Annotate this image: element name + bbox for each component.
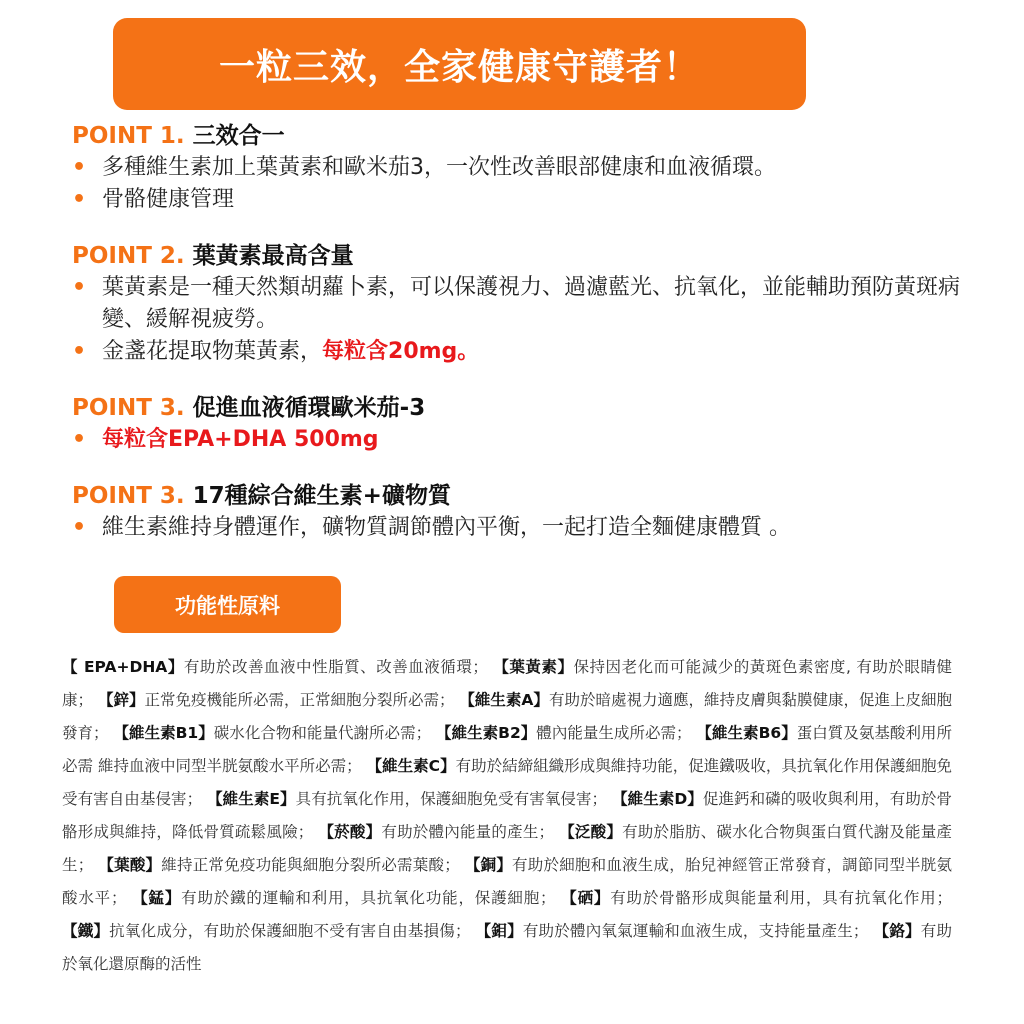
point-3 [72,392,972,456]
ingredients-text [62,651,952,981]
bullet-icon: • [72,515,87,540]
ingredient-desc: 抗氧化成分，有助於保護細胞不受有害自由基損傷； [109,922,476,940]
ingredient-name: 【錳】 [132,889,182,907]
bullet-icon: • [72,339,87,364]
point-title: 葉黃素最高含量 [192,243,354,269]
point-list [72,152,972,216]
item-text: 骨骼健康管理 [102,187,235,212]
item-highlight: 每粒含EPA+DHA 500mg [102,427,379,452]
points-section [72,120,972,568]
bullet-icon: • [72,187,87,212]
ingredient-desc: 有助於骨骼形成與能量利用，具有抗氧化作用； [610,889,952,907]
point-2 [72,240,972,368]
ingredient-desc: 碳水化合物和能量代謝所必需； [213,724,437,742]
ingredient-name: 【維生素B1】 [113,724,214,742]
item-text: 多種維生素加上葉黃素和歐米茄3，一次性改善眼部健康和血液循環。 [102,155,776,180]
point-number: POINT 3. [72,483,185,509]
bullet-icon: • [72,155,87,180]
bullet-icon: • [72,275,87,300]
point-1 [72,120,972,216]
ingredient-name: 【葉酸】 [98,856,162,874]
list-item [72,184,972,216]
point-title: 17種綜合維生素+礦物質 [192,483,451,509]
point-heading [72,120,972,152]
ingredient-name: 【菸酸】 [318,823,382,841]
point-list [72,272,972,368]
ingredient-name: 【 EPA+DHA】 [62,658,184,676]
ingredients-title: 功能性原料 [175,593,280,618]
list-item [72,424,972,456]
item-text: 葉黃素是一種天然類胡蘿卜素，可以保護視力、過濾藍光、抗氧化，並能輔助預防黃斑病變、緩解視疲勞。 [102,275,961,332]
ingredient-name: 【維生素D】 [612,790,703,808]
ingredient-name: 【泛酸】 [559,823,623,841]
point-heading [72,392,972,424]
list-item [72,272,972,336]
point-title: 三效合一 [192,123,285,149]
bullet-icon: • [72,427,87,452]
point-number: POINT 2. [72,243,185,269]
ingredient-desc: 有助於細胞和血液生成，胎兒神經管正常發育，調節同型半胱氨酸水平； [62,856,952,907]
point-list [72,424,972,456]
ingredient-name: 【鉻】 [873,922,921,940]
ingredient-name: 【維生素B6】 [696,724,797,742]
ingredient-desc: 正常免疫機能所必需，正常細胞分裂所必需； [144,691,460,709]
ingredient-desc: 體內能量生成所必需； [536,724,697,742]
point-4 [72,480,972,544]
ingredient-desc: 促進鈣和磷的吸收與利用，有助於骨骼形成與維持，降低骨質疏鬆風險； [62,790,952,841]
ingredient-desc: 有助於結締組織形成與維持功能，促進鐵吸收，具抗氧化作用保護細胞免受有害自由基侵害； [62,757,952,808]
ingredient-name: 【維生素B2】 [436,724,537,742]
title-banner [113,18,806,110]
ingredient-name: 【維生素E】 [207,790,296,808]
ingredient-name: 【鋅】 [97,691,145,709]
ingredient-desc: 維持正常免疫功能與細胞分裂所必需葉酸； [161,856,465,874]
ingredient-desc: 有助於氧化還原酶的活性 [62,922,952,973]
item-text: 金盞花提取物葉黃素， [102,339,323,364]
ingredient-name: 【維生素A】 [459,691,549,709]
ingredient-desc: 有助於體內氧氣運輸和血液生成，支持能量產生； [522,922,874,940]
ingredients-banner [114,576,341,633]
ingredient-name: 【硒】 [561,889,611,907]
ingredient-name: 【鉬】 [475,922,523,940]
item-highlight: 每粒含20mg。 [322,339,480,364]
ingredient-name: 【維生素C】 [366,757,456,775]
ingredient-name: 【鐵】 [62,922,110,940]
list-item [72,152,972,184]
ingredient-desc: 具有抗氧化作用，保護細胞免受有害氧侵害； [295,790,613,808]
banner-title: 一粒三效，全家健康守護者！ [218,46,700,88]
ingredient-desc: 有助於改善血液中性脂質、改善血液循環； [183,658,494,676]
ingredient-desc: 有助於體內能量的產生； [381,823,560,841]
point-heading [72,240,972,272]
list-item [72,336,972,368]
point-title: 促進血液循環歐米茄-3 [192,395,426,421]
ingredient-desc: 保持因老化而可能減少的黃斑色素密度, 有助於眼睛健康； [62,658,952,709]
ingredient-desc: 蛋白質及氨基酸利用所必需 維持血液中同型半胱氨酸水平所必需； [62,724,952,775]
point-list [72,512,972,544]
ingredient-desc: 有助於暗處視力適應，維持皮膚與黏膜健康，促進上皮細胞發育； [62,691,952,742]
list-item [72,512,972,544]
item-text: 維生素維持身體運作，礦物質調節體內平衡，一起打造全麵健康體質 。 [102,515,791,540]
ingredient-desc: 有助於鐵的運輸和利用，具抗氧化功能，保護細胞； [181,889,562,907]
point-number: POINT 3. [72,395,185,421]
ingredient-desc: 有助於脂肪、碳水化合物與蛋白質代謝及能量產生； [62,823,952,874]
point-number: POINT 1. [72,123,185,149]
ingredient-name: 【葉黃素】 [493,658,574,676]
ingredient-name: 【銅】 [464,856,513,874]
point-heading [72,480,972,512]
